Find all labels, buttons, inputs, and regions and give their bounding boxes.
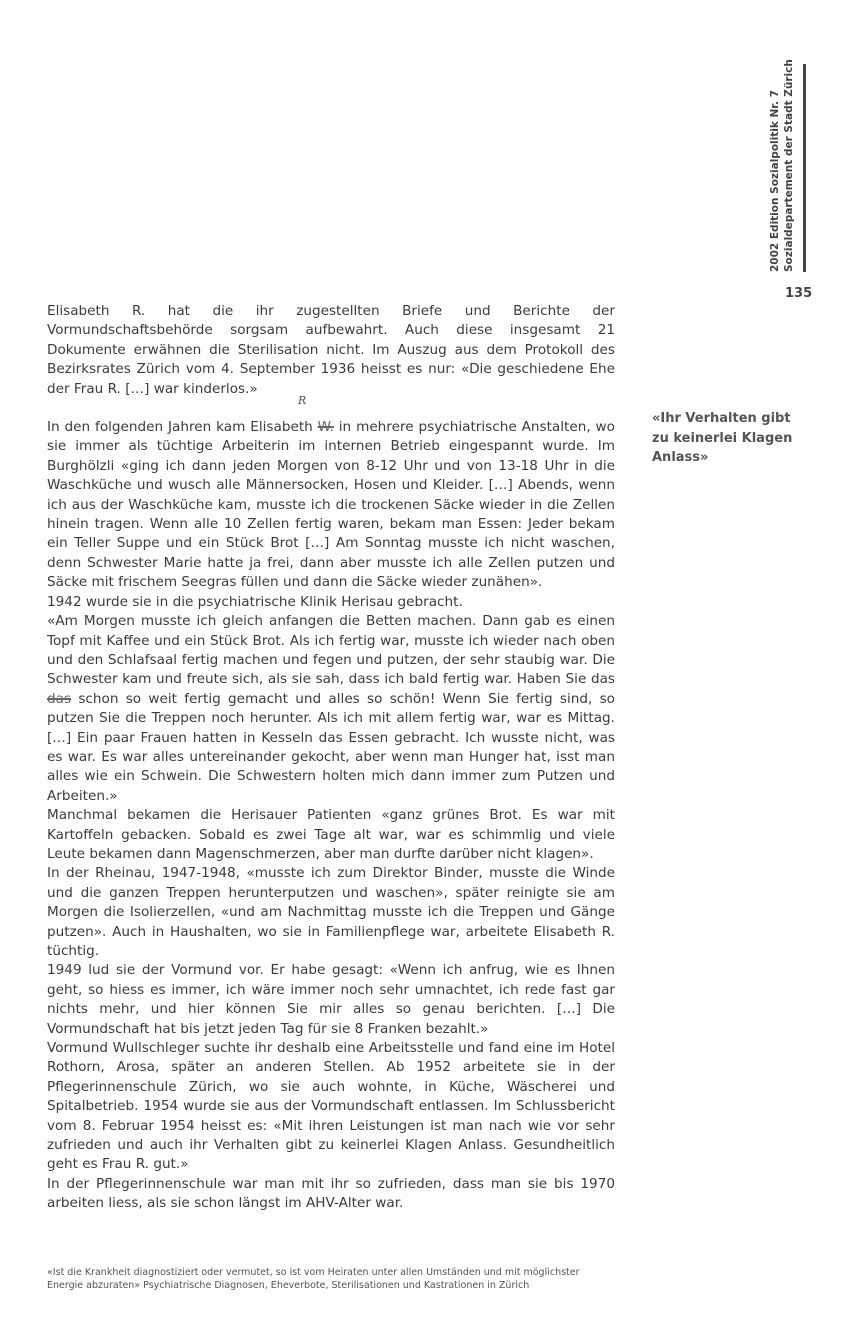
running-head bbox=[768, 59, 796, 272]
paragraph-7: 1949 lud sie der Vormund vor. Er habe gesagt: «Wenn ich anfrug, wie es Ihnen geht, so hiess es immer, ich wäre immer noch sehr umnachtet, ich rede fast gar nichts mehr, und hier können Sie mir alles so genau berichten. […] Die Vormundschaft hat bis jetzt jeden Tag für sie 8 Franken bezahlt.» bbox=[47, 962, 615, 1037]
page-number: 135 bbox=[785, 286, 813, 301]
struck-text: das bbox=[47, 690, 72, 707]
struck-text: W. bbox=[317, 419, 334, 436]
paragraph-2 bbox=[47, 418, 615, 593]
paragraph-4-start: «Am Morgen musste ich gleich anfangen die Betten machen. Dann gab es einen Topf mit Kaffee und ein Stück Brot. Als ich fertig war, musste ich wieder nach oben und den Schlafsaal fertig machen und fegen und putzen, der sehr staubig war. Die Schwester kam und freute sich, als sie sah, dass ich bald fertig war. Haben Sie das bbox=[47, 613, 615, 688]
footer-line-2: Energie abzuraten» Psychiatrische Diagnosen, Eheverbote, Sterilisationen und Kastrationen in Zürich bbox=[47, 1279, 530, 1291]
body-text bbox=[47, 302, 615, 1214]
handwritten-correction: R bbox=[298, 394, 307, 407]
paragraph-2-end: in mehrere psychiatrische Anstalten, wo sie immer als tüchtige Arbeiterin im internen Betrieb eingespannt wurde. Im Burghölzli «ging ich dann jeden Morgen von 8-12 Uhr und von 13-18 Uhr in die Waschküche und wusch alle Männersocken, Hosen und Kleider. […] Abends, wenn ich aus der Waschküche kam, musste ich die trockenen Säcke wieder in die Zellen hinein tragen. Wenn alle 10 Zellen fertig waren, bekam man Essen: Jeder bekam ein Teller Suppe und ein Stück Brot […] Am Sonntag musste ich nicht waschen, denn Schwester Marie hatte ja frei, dann aber musste ich alle Zellen putzen und Säcke mit frischem Seegras füllen und dann die Säcke wieder zunähen». bbox=[47, 419, 615, 591]
paragraph-4 bbox=[47, 612, 615, 806]
running-head-line-2: Sozialdepartement der Stadt Zürich bbox=[783, 59, 795, 272]
page-footer bbox=[47, 1267, 647, 1292]
paragraph-4-end: schon so weit fertig gemacht und alles so schön! Wenn Sie fertig sind, so putzen Sie die Treppen noch herunter. Als ich mit allem fertig war, war es Mittag. […] Ein paar Frauen hatten in Kesseln das Essen gebracht. Ich wusste nicht, was es war. Es war alles untereinander gekocht, aber wenn man Hunger hat, isst man alles wie ein Schwein. Die Schwestern holten mich dann immer zum Putzen und Arbeiten.» bbox=[47, 690, 615, 804]
running-head-rule bbox=[803, 64, 806, 272]
paragraph-1: Elisabeth R. hat die ihr zugestellten Briefe und Berichte der Vormundschaftsbehörde sorgsam aufbewahrt. Auch diese insgesamt 21 Dokumente erwähnen die Sterilisation nicht. Im Auszug aus dem Protokoll des Bezirksrates Zürich vom 4. September 1936 heisst es nur: «Die geschiedene Ehe der Frau R. […] war kinderlos.» bbox=[47, 303, 615, 397]
paragraph-2-start: In den folgenden Jahren kam Elisabeth bbox=[47, 419, 318, 436]
pull-quote: «Ihr Verhalten gibt zu keinerlei Klagen Anlass» bbox=[652, 411, 793, 465]
running-head-line-1: 2002 Edition Sozialpolitik Nr. 7 bbox=[769, 90, 781, 272]
paragraph-9: In der Pflegerinnenschule war man mit ihr so zufrieden, dass man sie bis 1970 arbeiten liess, als sie schon längst im AHV-Alter war. bbox=[47, 1175, 615, 1212]
paragraph-5: Manchmal bekamen die Herisauer Patienten «ganz grünes Brot. Es war mit Kartoffeln gebacken. Sobald es zwei Tage alt war, war es schimmlig und viele Leute bekamen dann Magenschmerzen, aber man durfte darüber nicht klagen». bbox=[47, 807, 615, 862]
paragraph-3: 1942 wurde sie in die psychiatrische Klinik Herisau gebracht. bbox=[47, 593, 463, 610]
paragraph-8: Vormund Wullschleger suchte ihr deshalb eine Arbeitsstelle und fand eine im Hotel Rothorn, Arosa, später an anderen Stellen. Ab 1952 arbeitete sie in der Pflegerinnenschule Zürich, wo sie auch wohnte, in Küche, Wäscherei und Spitalbetrieb. 1954 wurde sie aus der Vormundschaft entlassen. Im Schlussbericht vom 8. Februar 1954 heisst es: «Mit ihren Leistungen ist man nach wie vor sehr zufrieden und auch ihr Verhalten gibt zu keinerlei Klagen Anlass. Gesundheitlich geht es Frau R. gut.» bbox=[47, 1040, 615, 1173]
footer-line-1: «Ist die Krankheit diagnostiziert oder vermutet, so ist vom Heiraten unter allen Umständen und mit möglichster bbox=[47, 1267, 580, 1278]
paragraph-6: In der Rheinau, 1947-1948, «musste ich zum Direktor Binder, musste die Winde und die ganzen Treppen herunterputzen und waschen», später reinigte sie am Morgen die Isolierzellen, «und am Nachmittag musste ich die Treppen und Gänge putzen». Auch in Haushalten, wo sie in Familienpflege war, arbeitete Elisabeth R. tüchtig. bbox=[47, 865, 615, 959]
